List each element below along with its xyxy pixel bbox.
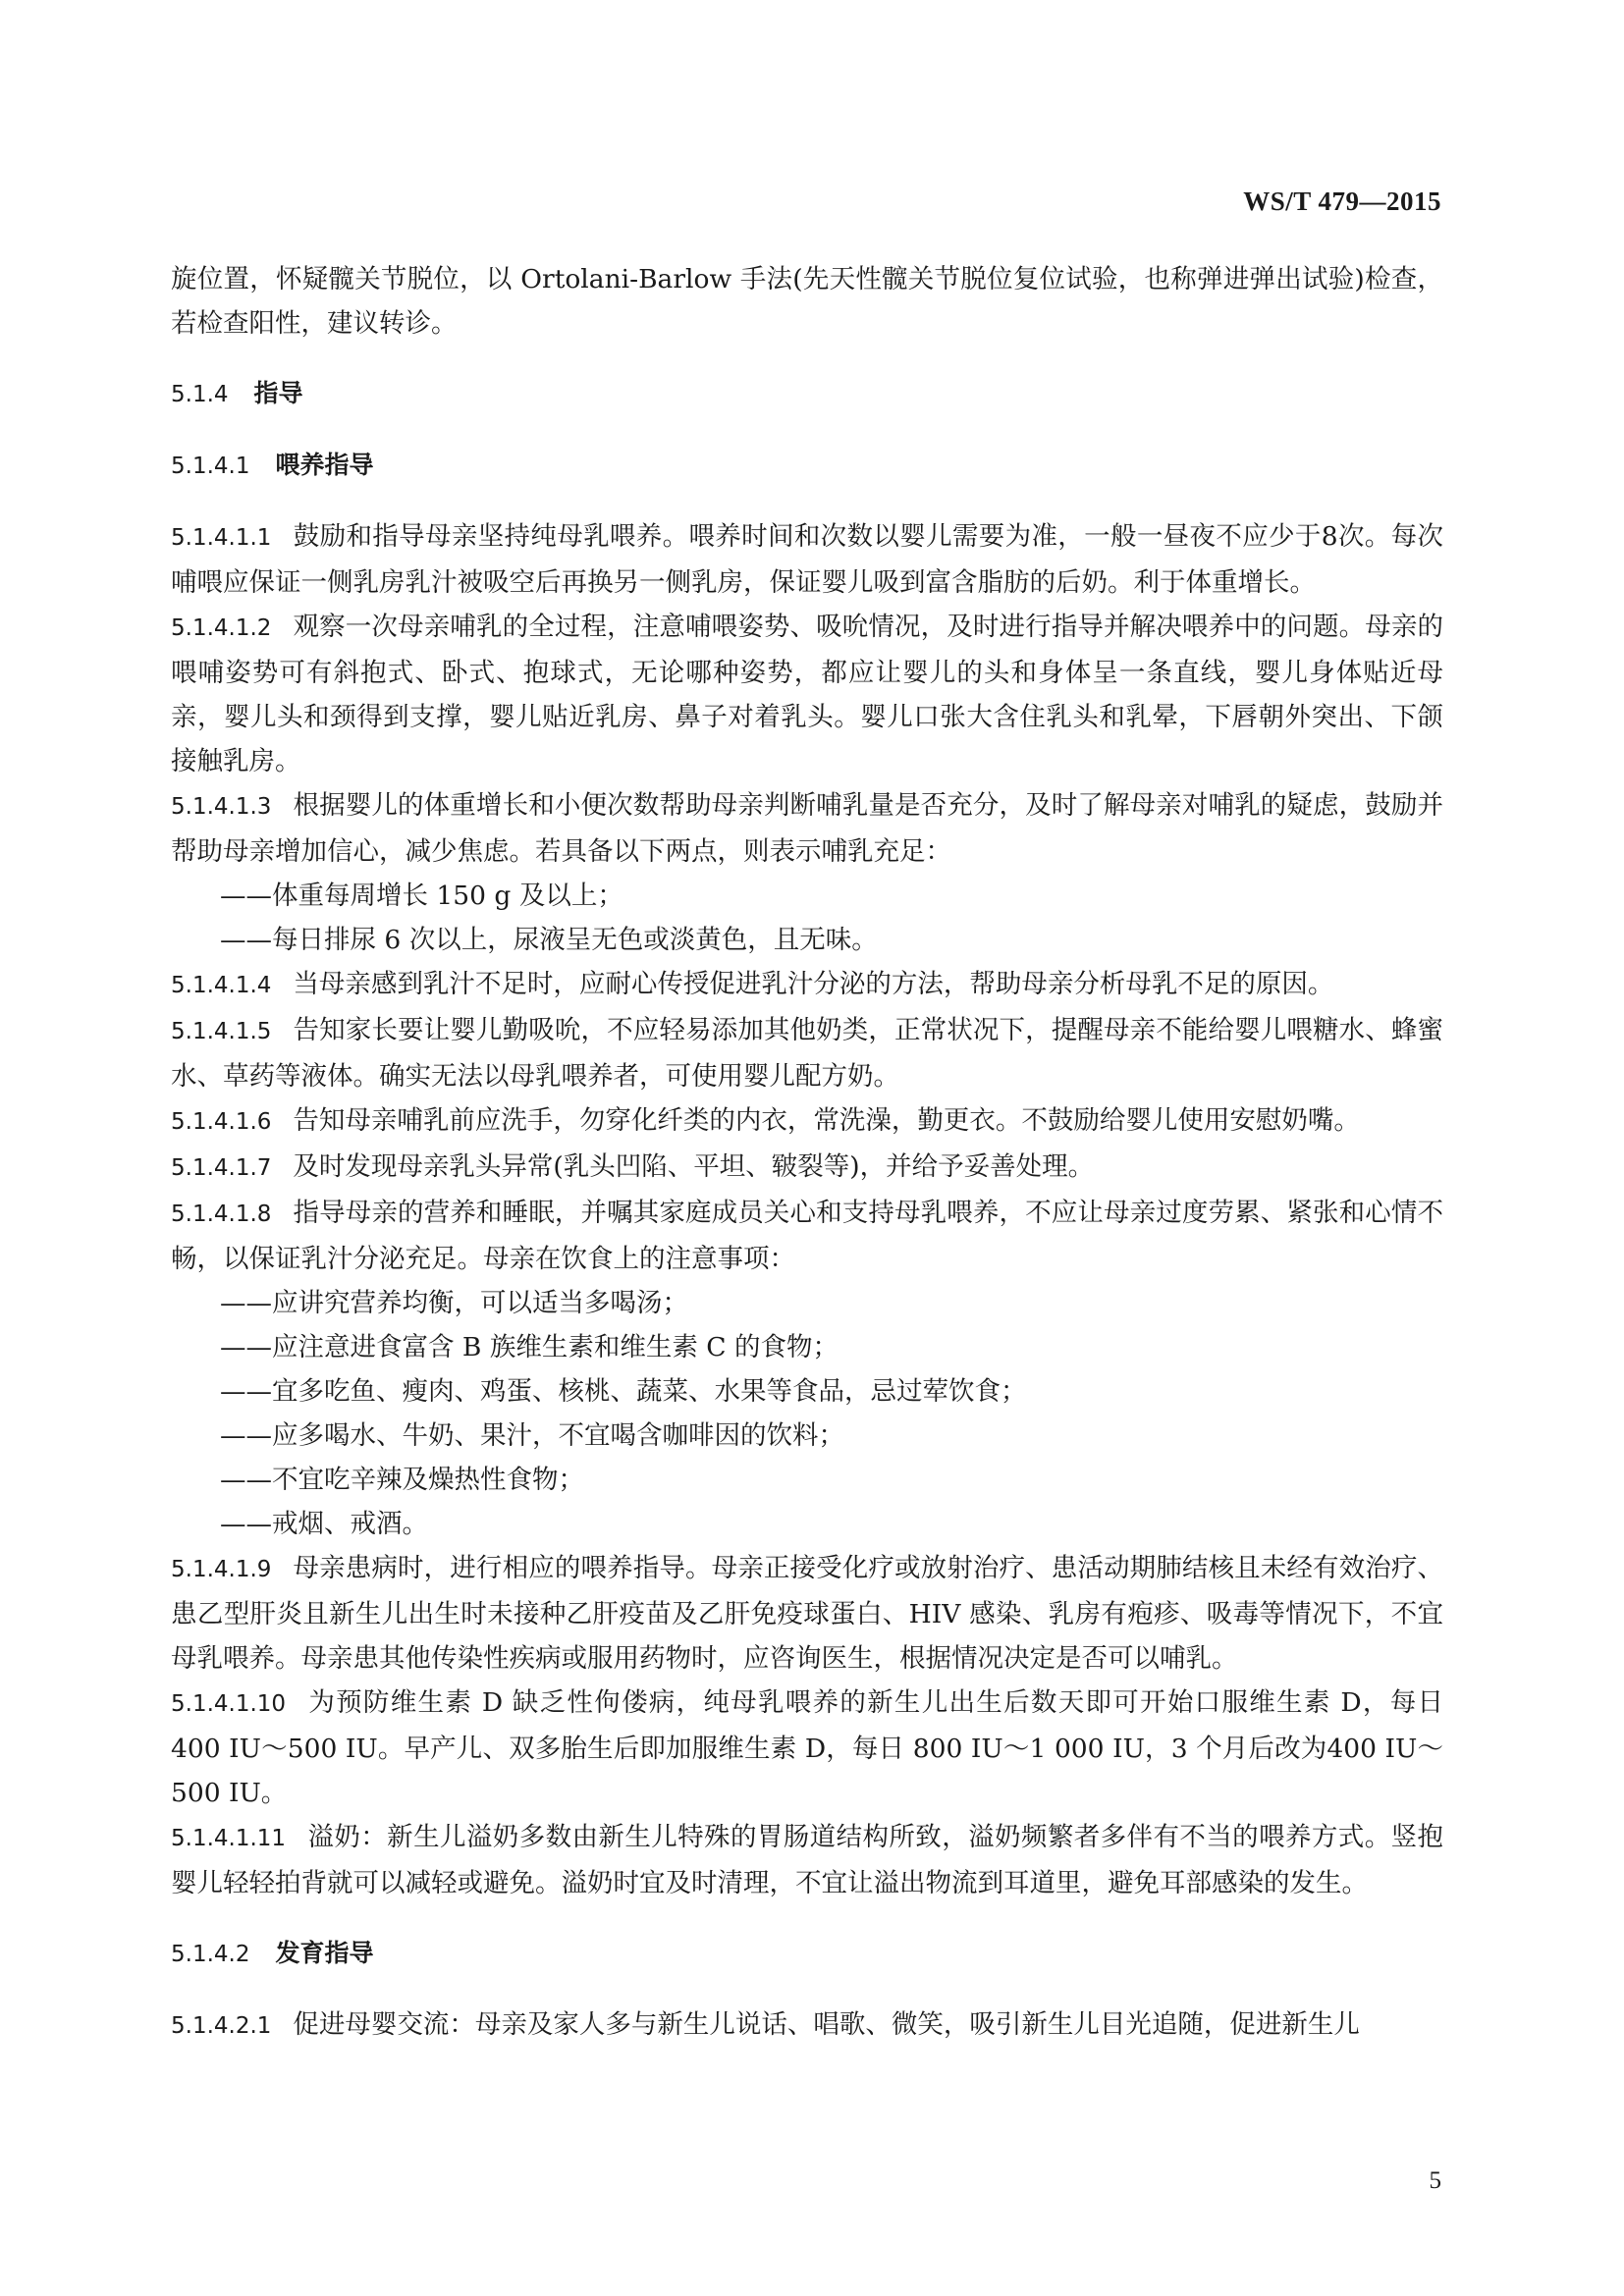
clause-text: 观察一次母亲哺乳的全过程，注意哺喂姿势、吸吮情况，及时进行指导并解决喂养中的问题。母亲的喂哺姿势可有斜抱式、卧式、抱球式，无论哪种姿势，都应让婴儿的头和身体呈一条直线，婴儿身体贴近母亲，婴儿头和颈得到支撑，婴儿贴近乳房、鼻子对着乳头。婴儿口张大含住乳头和乳晕，下唇朝外突出、下颌接触乳房。 (171, 612, 1443, 776)
clause-text: 鼓励和指导母亲坚持纯母乳喂养。喂养时间和次数以婴儿需要为准，一般一昼夜不应少于8次。每次哺喂应保证一侧乳房乳汁被吸空后再换另一侧乳房，保证婴儿吸到富含脂肪的后奶。利于体重增长。 (171, 521, 1443, 598)
section-number: 5.1.4 (171, 382, 229, 407)
clause-5-1-4-1-9 (171, 1546, 1443, 1681)
list-item: ——应讲究营养均衡，可以适当多喝汤； (220, 1288, 688, 1318)
clause-text: 及时发现母亲乳头异常(乳头凹陷、平坦、皲裂等)，并给予妥善处理。 (293, 1151, 1095, 1182)
clause-5-1-4-1-7 (171, 1145, 1443, 1191)
clause-text: 当母亲感到乳汁不足时，应耐心传授促进乳汁分泌的方法，帮助母亲分析母乳不足的原因。 (293, 969, 1334, 999)
continued-paragraph: 旋位置，怀疑髋关节脱位，以 Ortolani-Barlow 手法(先天性髋关节脱位复位试验，也称弹进弹出试验)检查，若检查阳性，建议转诊。 (171, 264, 1443, 339)
clause-number: 5.1.4.1.1 (171, 525, 272, 551)
clause-number: 5.1.4.1.6 (171, 1109, 272, 1135)
section-title: 发育指导 (275, 1939, 374, 1967)
page-body (171, 257, 1443, 2049)
clause-5-1-4-1-10 (171, 1681, 1443, 1815)
section-number: 5.1.4.2 (171, 1942, 250, 1967)
clause-number: 5.1.4.1.9 (171, 1557, 272, 1582)
clause-number: 5.1.4.1.7 (171, 1155, 272, 1181)
section-title: 喂养指导 (275, 451, 374, 479)
list-item: ——应多喝水、牛奶、果汁，不宜喝含咖啡因的饮料； (220, 1420, 844, 1451)
list-item: ——体重每周增长 150 g 及以上； (220, 881, 623, 911)
clause-number: 5.1.4.1.4 (171, 973, 272, 998)
clause-text: 母亲患病时，进行相应的喂养指导。母亲正接受化疗或放射治疗、患活动期肺结核且未经有效治疗、患乙型肝炎且新生儿出生时未接种乙肝疫苗及乙肝免疫球蛋白、HIV 感染、乳房有疱疹、吸毒等情况下，不宜母乳喂养。母亲患其他传染性疾病或服用药物时，应咨询医生，根据情况决定是否可以哺乳。 (171, 1553, 1443, 1674)
section-heading-5-1-4-2 (171, 1931, 1443, 1977)
list-item: ——不宜吃辛辣及燥热性食物； (220, 1465, 584, 1495)
clause-text: 指导母亲的营养和睡眠，并嘱其家庭成员关心和支持母乳喂养，不应让母亲过度劳累、紧张和心情不畅，以保证乳汁分泌充足。母亲在饮食上的注意事项： (171, 1198, 1443, 1274)
section-heading-5-1-4 (171, 371, 1443, 417)
clause-number: 5.1.4.1.3 (171, 794, 272, 820)
clause-number: 5.1.4.1.2 (171, 615, 272, 641)
clause-5-1-4-1-6 (171, 1098, 1443, 1145)
list-item: ——宜多吃鱼、瘦肉、鸡蛋、核桃、蔬菜、水果等食品，忌过荤饮食； (220, 1376, 1027, 1407)
clause-5-1-4-1-1 (171, 514, 1443, 605)
clause-5-1-4-1-3 (171, 783, 1443, 874)
clause-5-1-4-1-8 (171, 1191, 1443, 1281)
section-number: 5.1.4.1 (171, 454, 250, 479)
list-item: ——应注意进食富含 B 族维生素和维生素 C 的食物； (220, 1332, 839, 1362)
clause-5-1-4-1-11 (171, 1815, 1443, 1905)
clause-text: 根据婴儿的体重增长和小便次数帮助母亲判断哺乳量是否充分，及时了解母亲对哺乳的疑虑，鼓励并帮助母亲增加信心，减少焦虑。若具备以下两点，则表示哺乳充足： (171, 790, 1443, 867)
list-item: ——每日排尿 6 次以上，尿液呈无色或淡黄色，且无味。 (220, 925, 878, 955)
clause-text: 为预防维生素 D 缺乏性佝偻病，纯母乳喂养的新生儿出生后数天即可开始口服维生素 D，每日 400 IU～500 IU。早产儿、双多胎生后即加服维生素 D，每日 800 IU～1 000 IU，3 个月后改为400 IU～500 IU。 (171, 1687, 1443, 1808)
clause-5-1-4-1-4 (171, 962, 1443, 1008)
section-heading-5-1-4-1 (171, 443, 1443, 489)
clause-number: 5.1.4.1.5 (171, 1019, 272, 1044)
clause-text: 告知母亲哺乳前应洗手，勿穿化纤类的内衣，常洗澡，勤更衣。不鼓励给婴儿使用安慰奶嘴。 (293, 1105, 1360, 1136)
standard-code: WS/T 479—2015 (1243, 187, 1441, 216)
clause-text: 促进母婴交流：母亲及家人多与新生儿说话、唱歌、微笑，吸引新生儿目光追随，促进新生儿 (293, 2009, 1360, 2040)
clause-text: 溢奶：新生儿溢奶多数由新生儿特殊的胃肠道结构所致，溢奶频繁者多伴有不当的喂养方式。竖抱婴儿轻轻拍背就可以减轻或避免。溢奶时宜及时清理，不宜让溢出物流到耳道里，避免耳部感染的发生。 (171, 1822, 1443, 1898)
page-number: 5 (1429, 2167, 1441, 2194)
clause-number: 5.1.4.2.1 (171, 2013, 272, 2039)
clause-text: 告知家长要让婴儿勤吸吮，不应轻易添加其他奶类，正常状况下，提醒母亲不能给婴儿喂糖水、蜂蜜水、草药等液体。确实无法以母乳喂养者，可使用婴儿配方奶。 (171, 1015, 1443, 1092)
clause-number: 5.1.4.1.8 (171, 1201, 272, 1227)
section-title: 指导 (253, 379, 303, 407)
clause-5-1-4-1-5 (171, 1008, 1443, 1098)
clause-number: 5.1.4.1.10 (171, 1691, 287, 1717)
clause-number: 5.1.4.1.11 (171, 1826, 287, 1851)
list-item: ——戒烟、戒酒。 (220, 1509, 428, 1539)
clause-5-1-4-2-1 (171, 2002, 1443, 2049)
clause-5-1-4-1-2 (171, 605, 1443, 783)
